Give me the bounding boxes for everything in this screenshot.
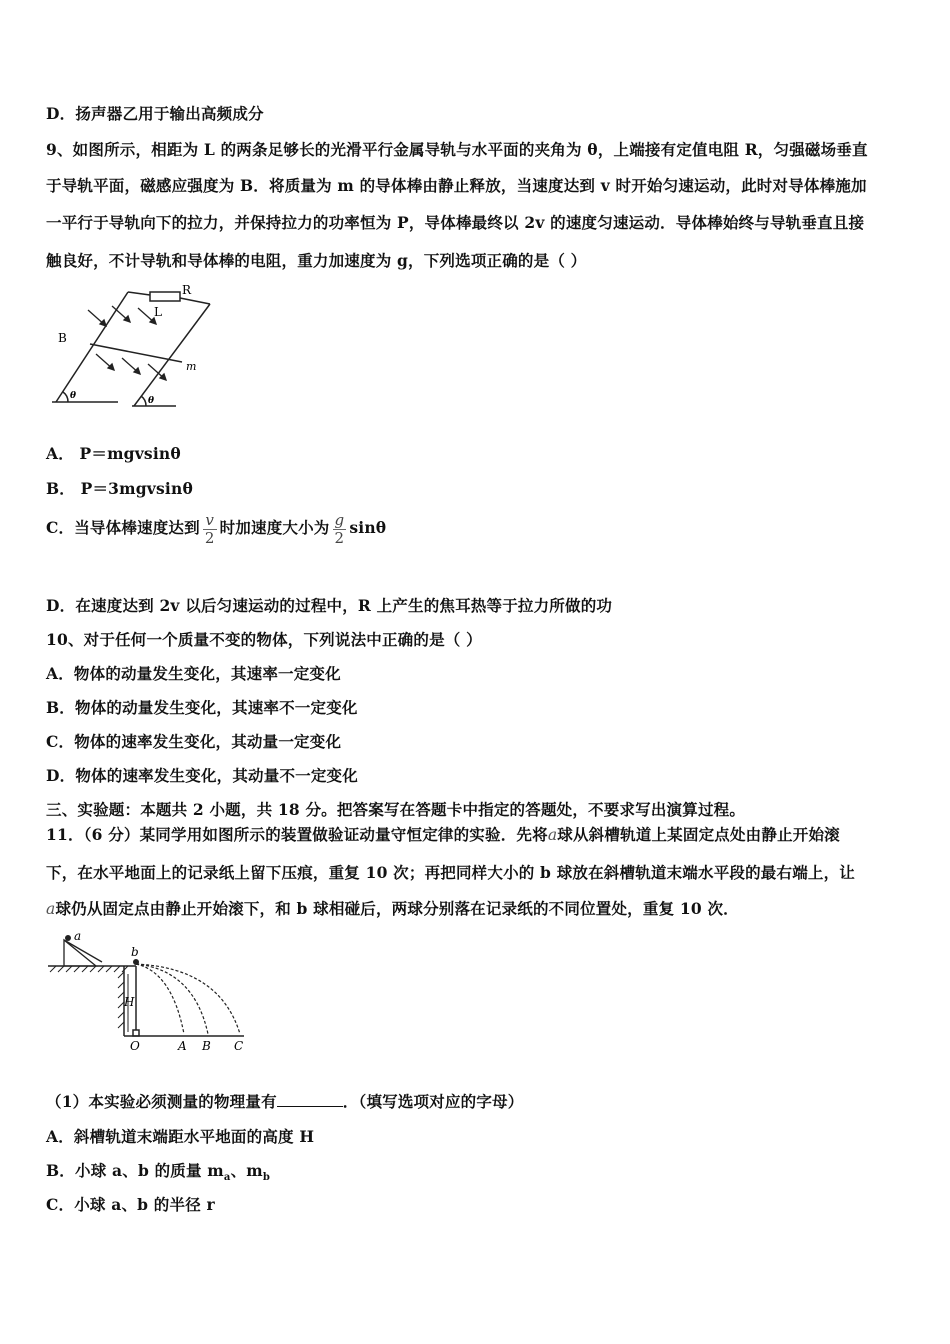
q10-stem: 10、对于任何一个质量不变的物体，下列说法中正确的是（ ） [46,630,482,649]
q8-option-d: D．扬声器乙用于输出高频成分 [46,104,264,123]
answer-blank[interactable] [277,1092,343,1107]
label-m: m [186,360,197,373]
q9-stem-line4: 触良好，不计导轨和导体棒的电阻，重力加速度为 g，下列选项正确的是（ ） [46,251,587,270]
q11b-text2: 、m [230,1161,263,1180]
q11b-sub-b: b [262,1172,271,1184]
label-r: R [182,283,192,297]
q11-l1-text1: 11．（6 分）某同学用如图所示的装置做验证动量守恒定律的实验．先将 [46,825,548,844]
frac-den-2: 2 [204,528,215,547]
q11-l3-text: 球仍从固定点由静止开始滚下，和 b 球相碰后，两球分别落在记录纸的不同位置处，重复 10 次． [55,899,739,918]
frac-num-g: g [334,511,345,529]
frac-num-v: v [203,512,217,530]
q11b-text1: B．小球 a、b 的质量 m [46,1161,224,1180]
q9-option-c [46,512,386,546]
q10-option-c: C．物体的速率发生变化，其动量一定变化 [46,732,342,751]
q10-option-b: B．物体的动量发生变化，其速率不一定变化 [46,698,358,717]
label-b: B [58,331,67,345]
section-3-heading: 三、实验题：本题共 2 小题，共 18 分。把答案写在答题卡中指定的答题处，不要求写出演算过程。 [46,800,746,819]
q11-part1 [46,1090,523,1112]
fraction-g-over-2 [333,512,347,546]
ball-a-symbol: a [547,826,558,844]
q9-stem-line3: 一平行于导轨向下的拉力，并保持拉力的功率恒为 P，导体棒最终以 2v 的速度匀速运动．导体棒始终与导轨垂直且接 [46,213,865,232]
frac-den-2b: 2 [334,528,345,547]
q9-stem-line2: 于导轨平面，磁感应强度为 B．将质量为 m 的导体棒由静止释放，当速度达到 v 时开始匀速运动，此时对导体棒施加 [46,176,867,195]
fraction-v-over-2 [203,512,217,546]
q11-option-c: C．小球 a、b 的半径 r [46,1195,215,1214]
q11-l1-text2: 球从斜槽轨道上某固定点处由静止开始滚 [557,825,840,844]
q11-part1-text2: ．（填写选项对应的字母） [342,1092,524,1111]
ball-a-symbol-2: a [46,900,56,918]
label-point-o: O [130,1039,140,1053]
label-ball-b: b [131,945,139,959]
label-point-a: A [178,1039,187,1053]
q11-stem-line1 [46,823,840,845]
q9c-text3: sinθ [349,518,387,537]
label-ball-a: a [74,929,82,943]
q9-option-d: D．在速度达到 2v 以后匀速运动的过程中，R 上产生的焦耳热等于拉力所做的功 [46,596,613,615]
q11-stem-line2: 下，在水平地面上的记录纸上留下压痕，重复 10 次；再把同样大小的 b 球放在斜槽轨道末端水平段的最右端上，让 [46,863,855,882]
label-point-c: C [234,1039,244,1053]
label-point-b: B [202,1039,211,1053]
label-l: L [154,305,162,319]
label-height-h: H [124,995,135,1009]
q9c-text2: 时加速度大小为 [219,518,330,537]
q11-part1-text1: （1）本实验必须测量的物理量有 [46,1092,277,1111]
resistor-r [150,292,180,301]
q11-option-b [46,1159,270,1183]
rail-diagram [46,280,226,420]
q10-option-d: D．物体的速率发生变化，其动量不一定变化 [46,766,358,785]
conductor-rod [90,344,182,362]
q11b-sub-a: a [223,1172,231,1184]
q9-stem-line1: 9、如图所示，相距为 L 的两条足够长的光滑平行金属导轨与水平面的夹角为 θ，上端接有定值电阻 R，匀强磁场垂直 [46,140,868,159]
label-theta-2: θ [148,396,155,406]
q11-option-a: A．斜槽轨道末端距水平地面的高度 H [46,1127,315,1146]
q9-option-a: A． P＝mgvsinθ [46,444,181,463]
q10-option-a: A．物体的动量发生变化，其速率一定变化 [46,664,341,683]
q9c-text1: C．当导体棒速度达到 [46,518,200,537]
q9-option-b: B． P＝3mgvsinθ [46,479,194,498]
collision-apparatus-diagram [44,928,254,1054]
label-theta-1: θ [70,391,77,401]
q11-stem-line3 [46,897,739,919]
